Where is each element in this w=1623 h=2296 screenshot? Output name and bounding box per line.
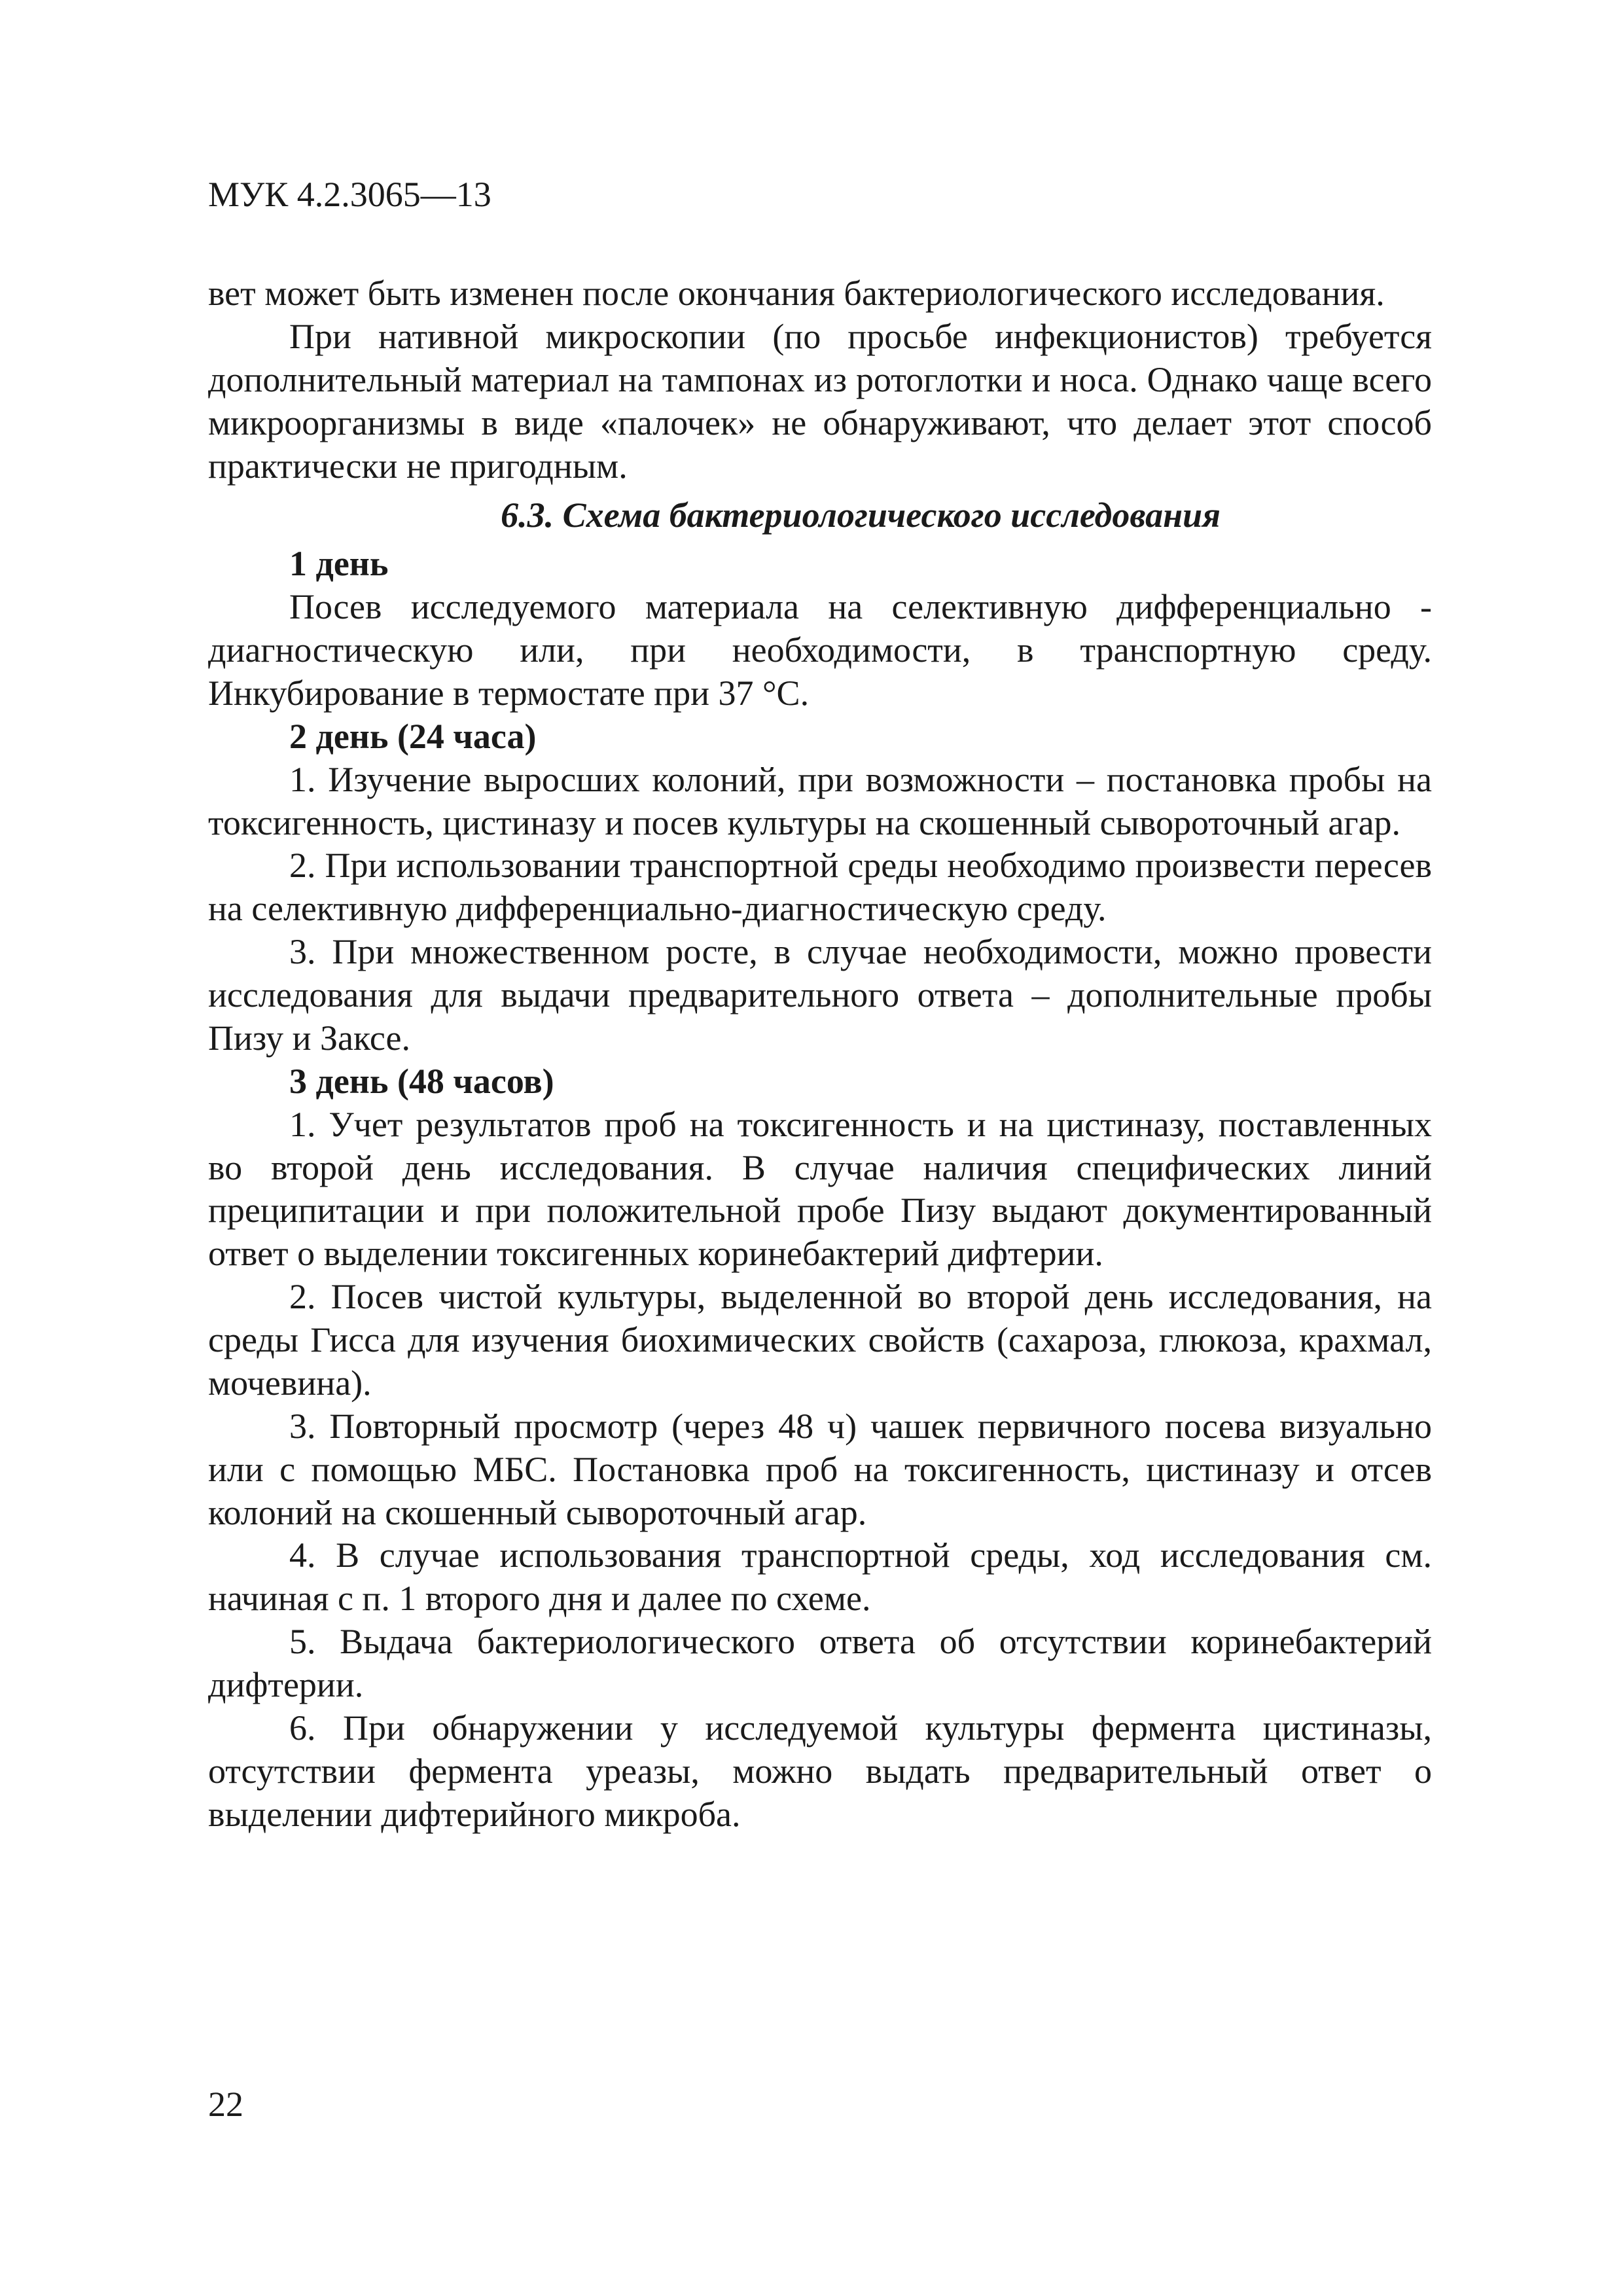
day-2-item: 1. Изучение выросших колоний, при возможности – постановка пробы на токсигенность, цистиназу и посев культуры на скошенный сывороточный агар. <box>208 759 1432 842</box>
page-body <box>208 272 1432 1837</box>
day-3-item: 1. Учет результатов проб на токсигенность и на цистиназу, поставленных во второй день исследования. В случае наличия специфических линий преципитации и при положительной пробе Пизу выдают документированный ответ о выделении токсигенных коринебактерий дифтерии. <box>208 1104 1432 1274</box>
day-1-heading: 1 день <box>289 544 389 584</box>
paragraph-continuation: вет может быть изменен после окончания бактериологического исследования. <box>208 274 1385 313</box>
day-1-text: Посев исследуемого материала на селективную дифференциально - диагностическую или, при необходимости, в транспортную среду. Инкубирование в термостате при 37 °С. <box>208 587 1432 713</box>
day-3-item: 2. Посев чистой культуры, выделенной во второй день исследования, на среды Гисса для изучения биохимических свойств (сахароза, глюкоза, крахмал, мочевина). <box>208 1277 1432 1403</box>
section-title: 6.3. Схема бактериологического исследования <box>501 495 1221 535</box>
day-2-item: 3. При множественном росте, в случае необходимости, можно провести исследования для выдачи предварительного ответа – дополнительные пробы Пизу и Заксе. <box>208 932 1432 1058</box>
document-code-header: МУК 4.2.3065—13 <box>208 175 491 214</box>
day-3-heading: 3 день (48 часов) <box>289 1061 554 1101</box>
day-2-heading: 2 день (24 часа) <box>289 716 537 756</box>
day-3-item: 5. Выдача бактериологического ответа об отсутствии коринебактерий дифтерии. <box>208 1622 1432 1704</box>
paragraph-native-microscopy: При нативной микроскопии (по просьбе инфекционистов) требуется дополнительный материал на тампонах из ротоглотки и носа. Однако чаще всего микроорганизмы в виде «палочек» не обнаруживают, что делает этот способ практически не пригодным. <box>208 316 1432 486</box>
page-number: 22 <box>208 2085 243 2124</box>
day-3-item: 4. В случае использования транспортной среды, ход исследования см. начиная с п. 1 второго дня и далее по схеме. <box>208 1535 1432 1619</box>
day-3-item: 3. Повторный просмотр (через 48 ч) чашек первичного посева визуально или с помощью МБС. Постановка проб на токсигенность, цистиназу и отсев колоний на скошенный сывороточный агар. <box>208 1406 1432 1532</box>
day-2-item: 2. При использовании транспортной среды необходимо произвести пересев на селективную дифференциально-диагностическую среду. <box>208 846 1432 929</box>
day-3-item: 6. При обнаружении у исследуемой культуры фермента цистиназы, отсутствии фермента уреазы, можно выдать предварительный ответ о выделении дифтерийного микроба. <box>208 1708 1432 1834</box>
